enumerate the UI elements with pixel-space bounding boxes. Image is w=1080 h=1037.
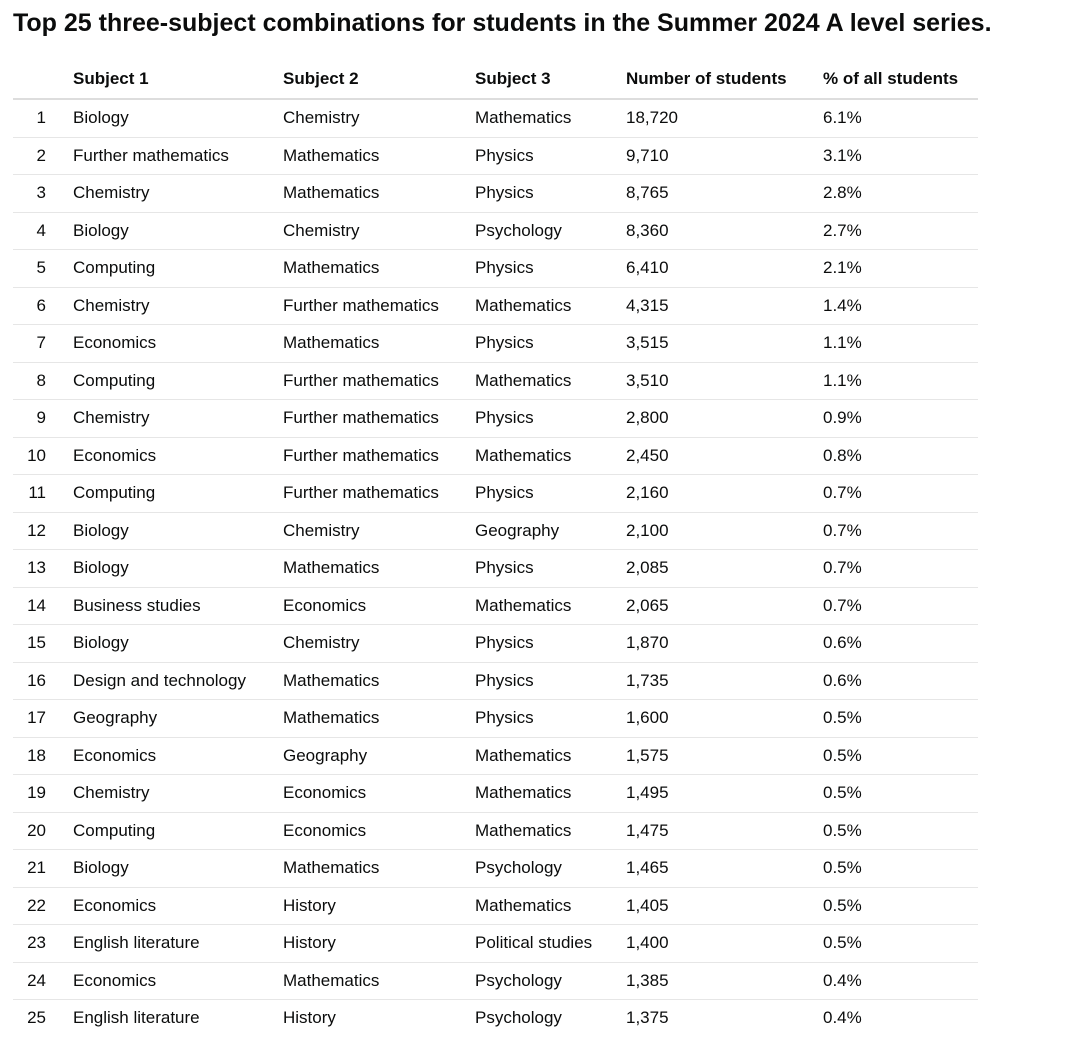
number-of-students-cell: 1,575	[626, 737, 823, 775]
number-of-students-cell: 1,385	[626, 962, 823, 1000]
column-header-percent-of-students: % of all students	[823, 60, 978, 99]
subject-2-cell: Further mathematics	[283, 287, 475, 325]
rank-cell: 21	[13, 850, 46, 888]
subject-3-cell: Psychology	[475, 1008, 562, 1028]
subject-2-cell: History	[283, 925, 475, 963]
percent-of-students-cell: 0.8%	[823, 437, 978, 475]
subject-2-cell: Mathematics	[283, 662, 475, 700]
subject-3-cell: Geography	[475, 512, 626, 550]
subject-3-cell: Physics	[475, 625, 626, 663]
subject-3-cell: Mathematics	[475, 587, 626, 625]
subject-2-cell: Mathematics	[283, 325, 475, 363]
number-of-students-cell: 8,765	[626, 175, 823, 213]
table-row	[13, 362, 978, 400]
percent-of-students-cell: 3.1%	[823, 137, 978, 175]
rank-cell: 14	[13, 587, 46, 625]
subject-2-cell: Economics	[283, 812, 475, 850]
percent-of-students-cell: 1.4%	[823, 287, 978, 325]
rank-cell: 19	[13, 775, 46, 813]
number-of-students-cell: 2,085	[626, 550, 823, 588]
number-of-students-cell: 1,375	[626, 1008, 669, 1028]
table-row	[13, 962, 978, 1000]
combinations-table	[13, 60, 978, 1037]
rank-cell: 7	[13, 325, 46, 363]
table-row	[13, 1000, 978, 1037]
table-row	[13, 700, 978, 738]
subject-2-cell: Geography	[283, 737, 475, 775]
subject-3-cell: Mathematics	[475, 287, 626, 325]
number-of-students-cell: 2,100	[626, 512, 823, 550]
number-of-students-cell: 4,315	[626, 287, 823, 325]
column-header-subject-2: Subject 2	[283, 60, 475, 99]
subject-1-cell: Economics	[46, 962, 283, 1000]
subject-2-cell: Further mathematics	[283, 475, 475, 513]
number-of-students-cell: 1,465	[626, 850, 823, 888]
percent-of-students-cell: 0.7%	[823, 475, 978, 513]
table-row	[13, 400, 978, 438]
subject-1-cell: Chemistry	[46, 775, 283, 813]
percent-of-students-cell: 2.7%	[823, 212, 978, 250]
rank-cell: 8	[13, 362, 46, 400]
subject-3-cell: Physics	[475, 250, 626, 288]
subject-2-cell: Further mathematics	[283, 437, 475, 475]
table-row	[13, 287, 978, 325]
table-row	[13, 887, 978, 925]
percent-of-students-cell: 0.5%	[823, 887, 978, 925]
column-header-subject-1: Subject 1	[46, 60, 283, 99]
percent-of-students-cell: 1.1%	[823, 362, 978, 400]
subject-3-cell: Mathematics	[475, 775, 626, 813]
rank-cell: 18	[13, 737, 46, 775]
number-of-students-cell: 2,065	[626, 587, 823, 625]
number-of-students-cell: 3,510	[626, 362, 823, 400]
subject-2-cell: Chemistry	[283, 625, 475, 663]
subject-3-cell: Physics	[475, 550, 626, 588]
subject-3-cell: Mathematics	[475, 887, 626, 925]
subject-1-cell: Economics	[46, 437, 283, 475]
subject-2-cell: Mathematics	[283, 962, 475, 1000]
table-row	[13, 137, 978, 175]
subject-1-cell: Chemistry	[46, 400, 283, 438]
subject-3-cell: Mathematics	[475, 737, 626, 775]
rank-cell: 15	[13, 625, 46, 663]
subject-3-cell: Psychology	[475, 962, 626, 1000]
percent-of-students-cell: 0.5%	[823, 812, 978, 850]
rank-cell: 4	[13, 212, 46, 250]
percent-of-students-cell: 2.8%	[823, 175, 978, 213]
subject-2-cell: Mathematics	[283, 137, 475, 175]
number-of-students-cell: 2,800	[626, 400, 823, 438]
percent-of-students-cell: 0.5%	[823, 775, 978, 813]
subject-1-cell: Geography	[46, 700, 283, 738]
subject-1-cell: English literature	[46, 925, 283, 963]
rank-cell: 24	[13, 962, 46, 1000]
percent-of-students-cell: 0.5%	[823, 925, 978, 963]
subject-3-cell: Political studies	[475, 925, 626, 963]
percent-of-students-cell: 6.1%	[823, 99, 978, 137]
subject-1-cell: Biology	[46, 512, 283, 550]
rank-cell: 12	[13, 512, 46, 550]
number-of-students-cell: 1,870	[626, 625, 823, 663]
subject-1-cell: Computing	[46, 812, 283, 850]
percent-of-students-cell: 1.1%	[823, 325, 978, 363]
column-header-subject-3: Subject 3	[475, 60, 626, 99]
percent-of-students-cell: 0.6%	[823, 625, 978, 663]
subject-2-cell: Further mathematics	[283, 362, 475, 400]
table-row	[13, 587, 978, 625]
number-of-students-cell: 9,710	[626, 137, 823, 175]
number-of-students-cell: 1,600	[626, 700, 823, 738]
number-of-students-cell: 1,475	[626, 812, 823, 850]
rank-cell: 9	[13, 400, 46, 438]
subject-2-cell: Further mathematics	[283, 400, 475, 438]
subject-2-cell: History	[283, 1008, 336, 1028]
percent-of-students-cell: 0.7%	[823, 512, 978, 550]
subject-1-cell: Computing	[46, 362, 283, 400]
subject-3-cell: Mathematics	[475, 812, 626, 850]
table-row	[13, 437, 978, 475]
subject-3-cell: Psychology	[475, 212, 626, 250]
table-row	[13, 812, 978, 850]
number-of-students-cell: 1,400	[626, 925, 823, 963]
percent-of-students-cell: 0.4%	[823, 1008, 862, 1028]
page-title: Top 25 three-subject combinations for students in the Summer 2024 A level series.	[13, 9, 992, 37]
subject-2-cell: Mathematics	[283, 700, 475, 738]
table-row	[13, 775, 978, 813]
table-row	[13, 99, 978, 137]
table-row	[13, 925, 978, 963]
percent-of-students-cell: 2.1%	[823, 250, 978, 288]
subject-3-cell: Physics	[475, 325, 626, 363]
subject-2-cell: Chemistry	[283, 99, 475, 137]
table-row	[13, 850, 978, 888]
rank-cell: 16	[13, 662, 46, 700]
subject-2-cell: Chemistry	[283, 512, 475, 550]
rank-cell: 22	[13, 887, 46, 925]
number-of-students-cell: 1,495	[626, 775, 823, 813]
rank-cell: 5	[13, 250, 46, 288]
table-row	[13, 212, 978, 250]
rank-cell: 10	[13, 437, 46, 475]
percent-of-students-cell: 0.4%	[823, 962, 978, 1000]
subject-1-cell: Chemistry	[46, 175, 283, 213]
subject-3-cell: Physics	[475, 175, 626, 213]
subject-1-cell: Biology	[46, 99, 283, 137]
rank-cell: 3	[13, 175, 46, 213]
rank-cell: 23	[13, 925, 46, 963]
subject-3-cell: Mathematics	[475, 362, 626, 400]
subject-2-cell: Mathematics	[283, 175, 475, 213]
number-of-students-cell: 2,450	[626, 437, 823, 475]
subject-1-cell: Biology	[46, 550, 283, 588]
subject-1-cell: Economics	[46, 325, 283, 363]
subject-1-cell: Chemistry	[46, 287, 283, 325]
subject-1-cell: Business studies	[46, 587, 283, 625]
subject-2-cell: Economics	[283, 587, 475, 625]
subject-3-cell: Physics	[475, 700, 626, 738]
subject-1-cell: Biology	[46, 850, 283, 888]
percent-of-students-cell: 0.6%	[823, 662, 978, 700]
rank-cell: 13	[13, 550, 46, 588]
subject-3-cell: Psychology	[475, 850, 626, 888]
subject-1-cell: Economics	[46, 887, 283, 925]
subject-2-cell: Economics	[283, 775, 475, 813]
percent-of-students-cell: 0.7%	[823, 587, 978, 625]
table-row	[13, 550, 978, 588]
number-of-students-cell: 18,720	[626, 99, 823, 137]
rank-cell: 17	[13, 700, 46, 738]
subject-1-cell: English literature	[73, 1008, 200, 1028]
column-header-number-of-students: Number of students	[626, 60, 823, 99]
percent-of-students-cell: 0.5%	[823, 700, 978, 738]
subject-2-cell: Chemistry	[283, 212, 475, 250]
number-of-students-cell: 1,735	[626, 662, 823, 700]
subject-3-cell: Mathematics	[475, 99, 626, 137]
number-of-students-cell: 1,405	[626, 887, 823, 925]
subject-2-cell: Mathematics	[283, 850, 475, 888]
subject-2-cell: Mathematics	[283, 550, 475, 588]
number-of-students-cell: 8,360	[626, 212, 823, 250]
percent-of-students-cell: 0.5%	[823, 737, 978, 775]
subject-3-cell: Physics	[475, 400, 626, 438]
subject-3-cell: Physics	[475, 137, 626, 175]
subject-1-cell: Economics	[46, 737, 283, 775]
number-of-students-cell: 2,160	[626, 475, 823, 513]
subject-2-cell: History	[283, 887, 475, 925]
table-row	[13, 175, 978, 213]
subject-3-cell: Physics	[475, 662, 626, 700]
rank-cell: 20	[13, 812, 46, 850]
rank-cell: 1	[13, 99, 46, 137]
percent-of-students-cell: 0.9%	[823, 400, 978, 438]
number-of-students-cell: 3,515	[626, 325, 823, 363]
table-row	[13, 250, 978, 288]
rank-cell: 11	[13, 475, 46, 513]
column-header-rank	[13, 60, 46, 99]
table-row	[13, 737, 978, 775]
subject-1-cell: Biology	[46, 212, 283, 250]
number-of-students-cell: 6,410	[626, 250, 823, 288]
table-header	[13, 60, 978, 99]
rank-cell: 2	[13, 137, 46, 175]
table-row	[13, 325, 978, 363]
table-row	[13, 625, 978, 663]
subject-1-cell: Further mathematics	[46, 137, 283, 175]
header-row	[13, 60, 978, 99]
percent-of-students-cell: 0.7%	[823, 550, 978, 588]
subject-1-cell: Computing	[46, 250, 283, 288]
subject-1-cell: Design and technology	[46, 662, 283, 700]
table-row	[13, 662, 978, 700]
table-row	[13, 475, 978, 513]
percent-of-students-cell: 0.5%	[823, 850, 978, 888]
table-body	[13, 99, 978, 1037]
rank-cell: 25	[27, 1008, 46, 1028]
subject-2-cell: Mathematics	[283, 250, 475, 288]
subject-1-cell: Biology	[46, 625, 283, 663]
subject-3-cell: Physics	[475, 475, 626, 513]
table-row	[13, 512, 978, 550]
subject-1-cell: Computing	[46, 475, 283, 513]
subject-3-cell: Mathematics	[475, 437, 626, 475]
rank-cell: 6	[13, 287, 46, 325]
